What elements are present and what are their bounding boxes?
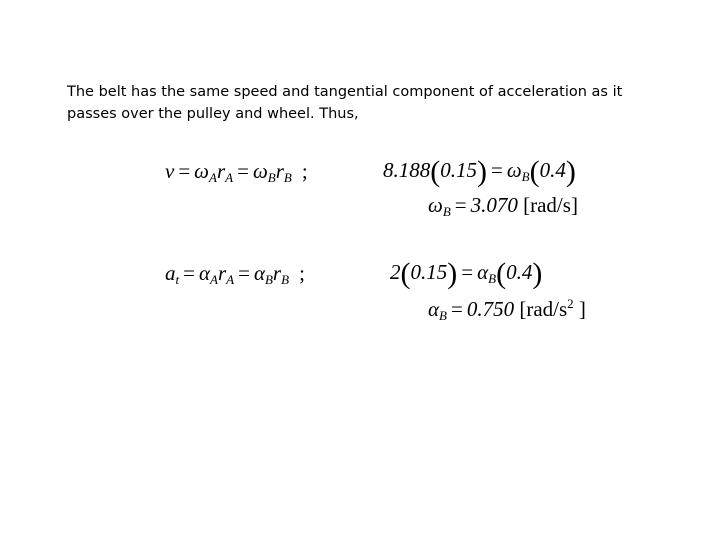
velocity-relation: $v = \omega_Ar_A = \omega_Br_B$ ;: [165, 159, 308, 185]
velocity-result: $\omega_B = 3.070$ [rad/s]: [428, 193, 578, 219]
omega-unit: [rad/s]: [523, 193, 578, 217]
acceleration-relation: $a_t = \alpha_Ar_A = \alpha_Br_B$ ;: [165, 261, 305, 287]
tangential-accel-symbol: a: [165, 261, 176, 285]
acceleration-substitution: $2(0.15) = \alpha_B(0.4)$: [390, 257, 543, 290]
alpha-b-value: 0.750: [466, 297, 515, 321]
acceleration-result: $\alpha_B = 0.750$ [$rad/s^2$ ]: [428, 296, 586, 323]
alpha-unit: [$rad/s^2$ ]: [519, 296, 586, 321]
omega-a: ω: [194, 159, 209, 183]
velocity-symbol: v: [165, 159, 175, 183]
intro-line-1: The belt has the same speed and tangential component of acceleration as it: [67, 84, 623, 100]
intro-line-2: passes over the pulley and wheel. Thus,: [67, 106, 359, 122]
velocity-substitution: $8.188(0.15) = \omega_B(0.4)$: [383, 155, 576, 188]
omega-b-value: 3.070: [470, 193, 518, 217]
intro-paragraph: [67, 81, 657, 125]
omega-b: ω: [252, 159, 268, 183]
